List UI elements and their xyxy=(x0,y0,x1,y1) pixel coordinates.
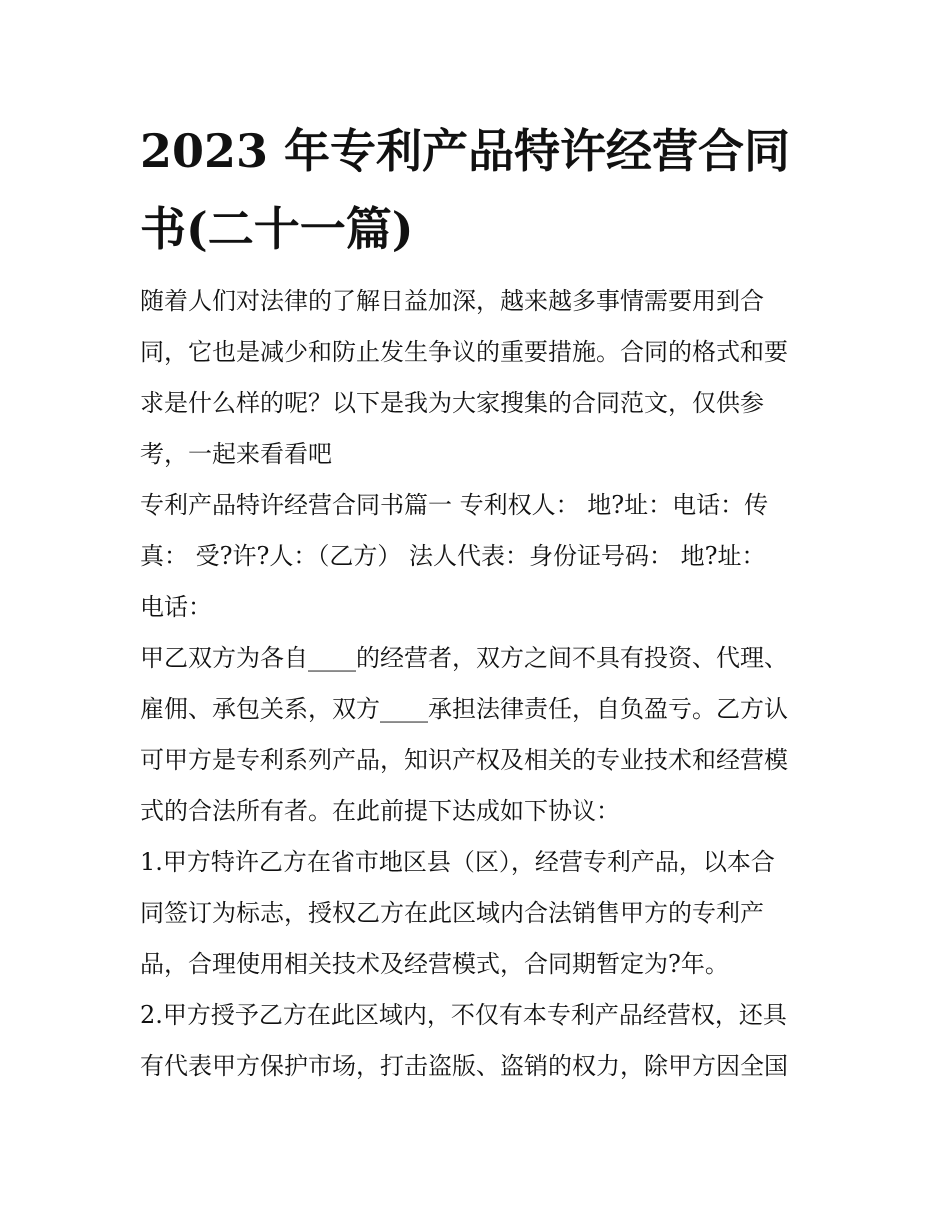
text-line: 甲乙双方为各自____的经营者，双方之间不具有投资、代理、 xyxy=(140,644,788,672)
text-line: 专利产品特许经营合同书篇一 专利权人： 地?址：电话：传 xyxy=(140,491,769,519)
intro-paragraph xyxy=(140,276,815,480)
title-line: 2023 年专利产品特许经营合同 xyxy=(140,124,791,178)
clause-1-paragraph xyxy=(140,837,815,990)
text-line: 考，一起来看看吧 xyxy=(140,440,332,468)
document-title xyxy=(140,112,815,268)
document-page xyxy=(140,112,815,1092)
text-line: 求是什么样的呢？以下是我为大家搜集的合同范文，仅供参 xyxy=(140,389,764,417)
text-line: 同签订为标志，授权乙方在此区域内合法销售甲方的专利产 xyxy=(140,899,764,927)
text-line: 同，它也是减少和防止发生争议的重要措施。合同的格式和要 xyxy=(140,338,788,366)
clause-2-paragraph xyxy=(140,990,815,1092)
text-line: 品，合理使用相关技术及经营模式，合同期暂定为?年。 xyxy=(140,950,729,978)
text-line: 1.甲方特许乙方在省市地区县（区），经营专利产品，以本合 xyxy=(140,848,775,876)
text-line: 真： 受?许?人：（乙方） 法人代表：身份证号码： 地?址： xyxy=(140,542,766,570)
text-line: 可甲方是专利系列产品，知识产权及相关的专业技术和经营模 xyxy=(140,746,788,774)
text-line: 随着人们对法律的了解日益加深，越来越多事情需要用到合 xyxy=(140,287,764,315)
text-line: 雇佣、承包关系，双方____承担法律责任，自负盈亏。乙方认 xyxy=(140,695,788,723)
title-line: 书(二十一篇) xyxy=(140,202,414,256)
parties-paragraph xyxy=(140,480,815,633)
text-line: 2.甲方授予乙方在此区域内，不仅有本专利产品经营权，还具 xyxy=(140,1001,787,1029)
text-line: 有代表甲方保护市场，打击盗版、盗销的权力，除甲方因全国 xyxy=(140,1052,788,1080)
text-line: 式的合法所有者。在此前提下达成如下协议： xyxy=(140,797,620,825)
text-line: 电话： xyxy=(140,593,212,621)
preamble-paragraph xyxy=(140,633,815,837)
